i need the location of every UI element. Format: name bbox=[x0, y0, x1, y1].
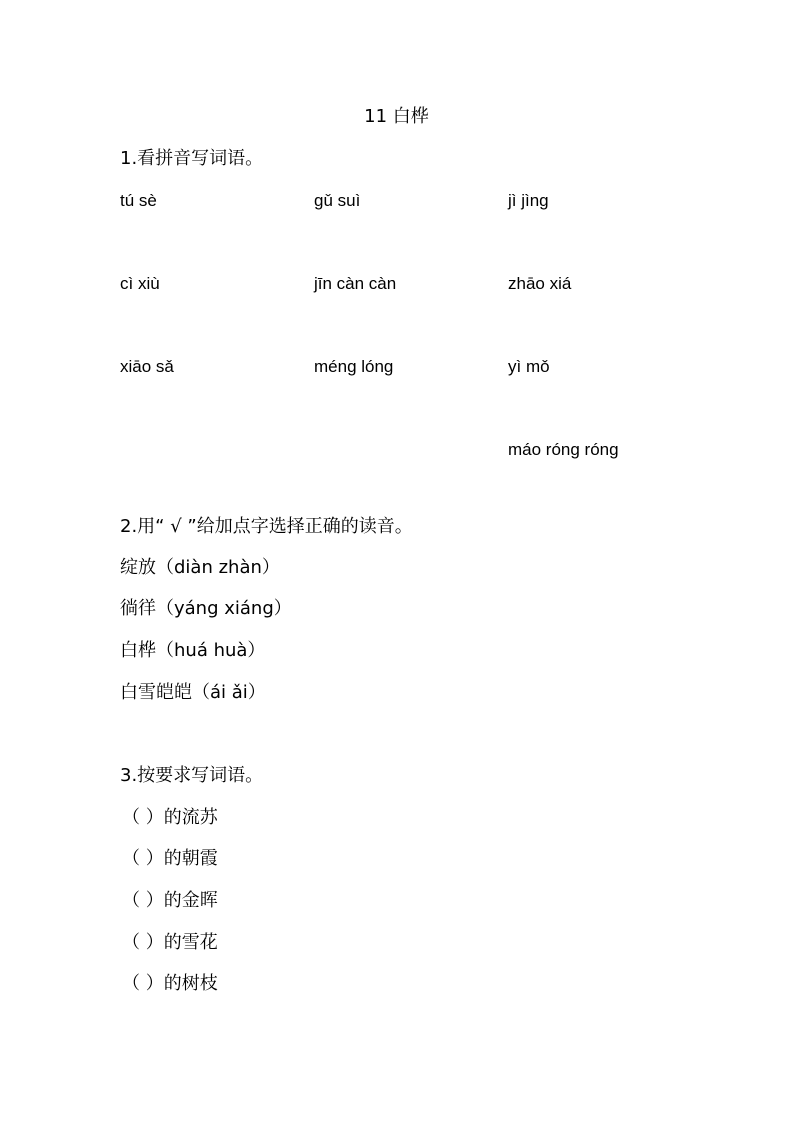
pinyin-item: zhāo xiá bbox=[508, 274, 572, 293]
pinyin-item: jīn càn càn bbox=[314, 274, 397, 293]
reading-choice-item: 徜徉（yáng xiáng） bbox=[120, 598, 292, 619]
section3-heading: 3.按要求写词语。 bbox=[120, 765, 264, 786]
fill-blank-item: （ ）的树枝 bbox=[122, 973, 218, 994]
section2-heading: 2.用“ √ ”给加点字选择正确的读音。 bbox=[120, 516, 413, 537]
fill-blank-item: （ ）的金晖 bbox=[122, 890, 218, 911]
pinyin-item: yì mǒ bbox=[508, 357, 550, 376]
reading-choice-item: 绽放（diàn zhàn） bbox=[120, 557, 280, 578]
fill-blank-item: （ ）的流苏 bbox=[122, 807, 218, 828]
pinyin-item: máo róng róng bbox=[508, 440, 619, 459]
fill-blank-item: （ ）的雪花 bbox=[122, 932, 218, 953]
fill-blank-item: （ ）的朝霞 bbox=[122, 848, 218, 869]
pinyin-item: cì xiù bbox=[120, 274, 160, 293]
section1-heading: 1.看拼音写词语。 bbox=[120, 148, 264, 169]
pinyin-item: tú sè bbox=[120, 191, 157, 210]
reading-choice-item: 白桦（huá huà） bbox=[120, 640, 266, 661]
pinyin-item: xiāo sǎ bbox=[120, 357, 174, 376]
pinyin-item: gǔ suì bbox=[314, 191, 361, 210]
reading-choice-item: 白雪皑皑（ái ǎi） bbox=[120, 682, 266, 703]
pinyin-item: méng lóng bbox=[314, 357, 394, 376]
page-title: 11 白桦 bbox=[364, 106, 429, 127]
pinyin-item: jì jìng bbox=[508, 191, 549, 210]
